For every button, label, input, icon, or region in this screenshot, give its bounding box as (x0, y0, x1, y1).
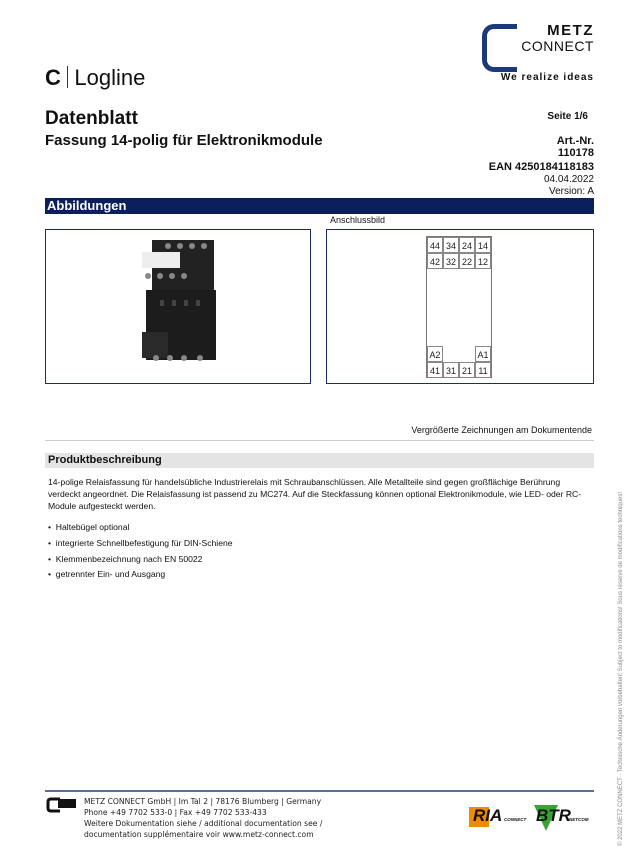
footer-divider (45, 790, 594, 792)
btr-sub: NETCOM (569, 817, 589, 822)
footer-phone: Phone +49 7702 533-0 | Fax +49 7702 533-433 (84, 808, 267, 817)
terminal: A2 (427, 346, 443, 362)
bullet-item: • Haltebügel optional (48, 522, 130, 532)
section-header-images: Abbildungen (45, 198, 594, 214)
page-number: Seite 1/6 (547, 111, 588, 122)
line-letter: C (45, 65, 61, 90)
terminal: 11 (475, 362, 491, 378)
bullet-item: • Klemmenbezeichnung nach EN 50022 (48, 554, 203, 564)
footer-docs: Weitere Dokumentation siehe / additional documentation see / (84, 819, 323, 828)
art-number: 110178 (557, 147, 594, 159)
brand-connect: CONNECT (521, 38, 594, 54)
wiring-label: Anschlussbild (330, 215, 386, 225)
line-name: Logline (74, 65, 146, 90)
description-text: 14-polige Relaisfassung für handelsübliche Industrierelais mit Schraubanschlüssen. Alle Metallteile sind gegen großflächige Berührung verdeckt angeordnet. Die Relaisfassung ist passend zu MC274. Auf die Steckfassung können optional Elektronikmodule, wie LED- oder RC-Module aufgesteckt werden. (48, 477, 582, 511)
ria-logo: RIA (473, 806, 503, 825)
relay-socket-image (138, 236, 228, 366)
product-image-frame (45, 229, 311, 384)
divider (67, 66, 69, 88)
art-label: Art.-Nr. (556, 135, 594, 147)
date: 04.04.2022 (543, 174, 594, 185)
btr-logo: BTR (536, 806, 571, 825)
ria-sub: CONNECT (504, 817, 527, 822)
terminal-diagram (426, 236, 492, 378)
terminal: 31 (443, 362, 459, 378)
drawings-note: Vergrößerte Zeichnungen am Dokumentende (411, 425, 592, 435)
terminal: 44 (427, 237, 443, 253)
brand-slogan: We realize ideas (500, 72, 594, 83)
ean: EAN 4250184118183 (488, 161, 594, 173)
version: Version: A (548, 186, 594, 197)
terminal: 34 (443, 237, 459, 253)
footer-address: METZ CONNECT GmbH | Im Tal 2 | 78176 Blumberg | Germany (84, 797, 322, 806)
copyright-note: © 2022 METZ CONNECT · Technische Änderungen vorbehalten! Subject to modifications! Sous réserve de modifications techniques! (618, 491, 624, 846)
terminal: 22 (459, 253, 475, 269)
terminal: 21 (459, 362, 475, 378)
divider (45, 440, 594, 441)
product-line (45, 65, 145, 91)
page-subtitle: Fassung 14-polig für Elektronikmodule (45, 132, 323, 149)
section-header-description: Produktbeschreibung (45, 453, 594, 468)
terminal: 12 (475, 253, 491, 269)
terminal: 24 (459, 237, 475, 253)
metz-logo-icon (46, 797, 78, 813)
footer-docs-fr: documentation supplémentaire voir www.metz-connect.com (84, 830, 314, 839)
terminal: A1 (475, 346, 491, 362)
terminal: 14 (475, 237, 491, 253)
terminal: 32 (443, 253, 459, 269)
bullet-item: • integrierte Schnellbefestigung für DIN-Schiene (48, 538, 233, 548)
terminal: 41 (427, 362, 443, 378)
terminal: 42 (427, 253, 443, 269)
page-title: Datenblatt (45, 108, 138, 129)
bullet-item: • getrennter Ein- und Ausgang (48, 569, 166, 579)
brand-metz: METZ (547, 22, 594, 39)
